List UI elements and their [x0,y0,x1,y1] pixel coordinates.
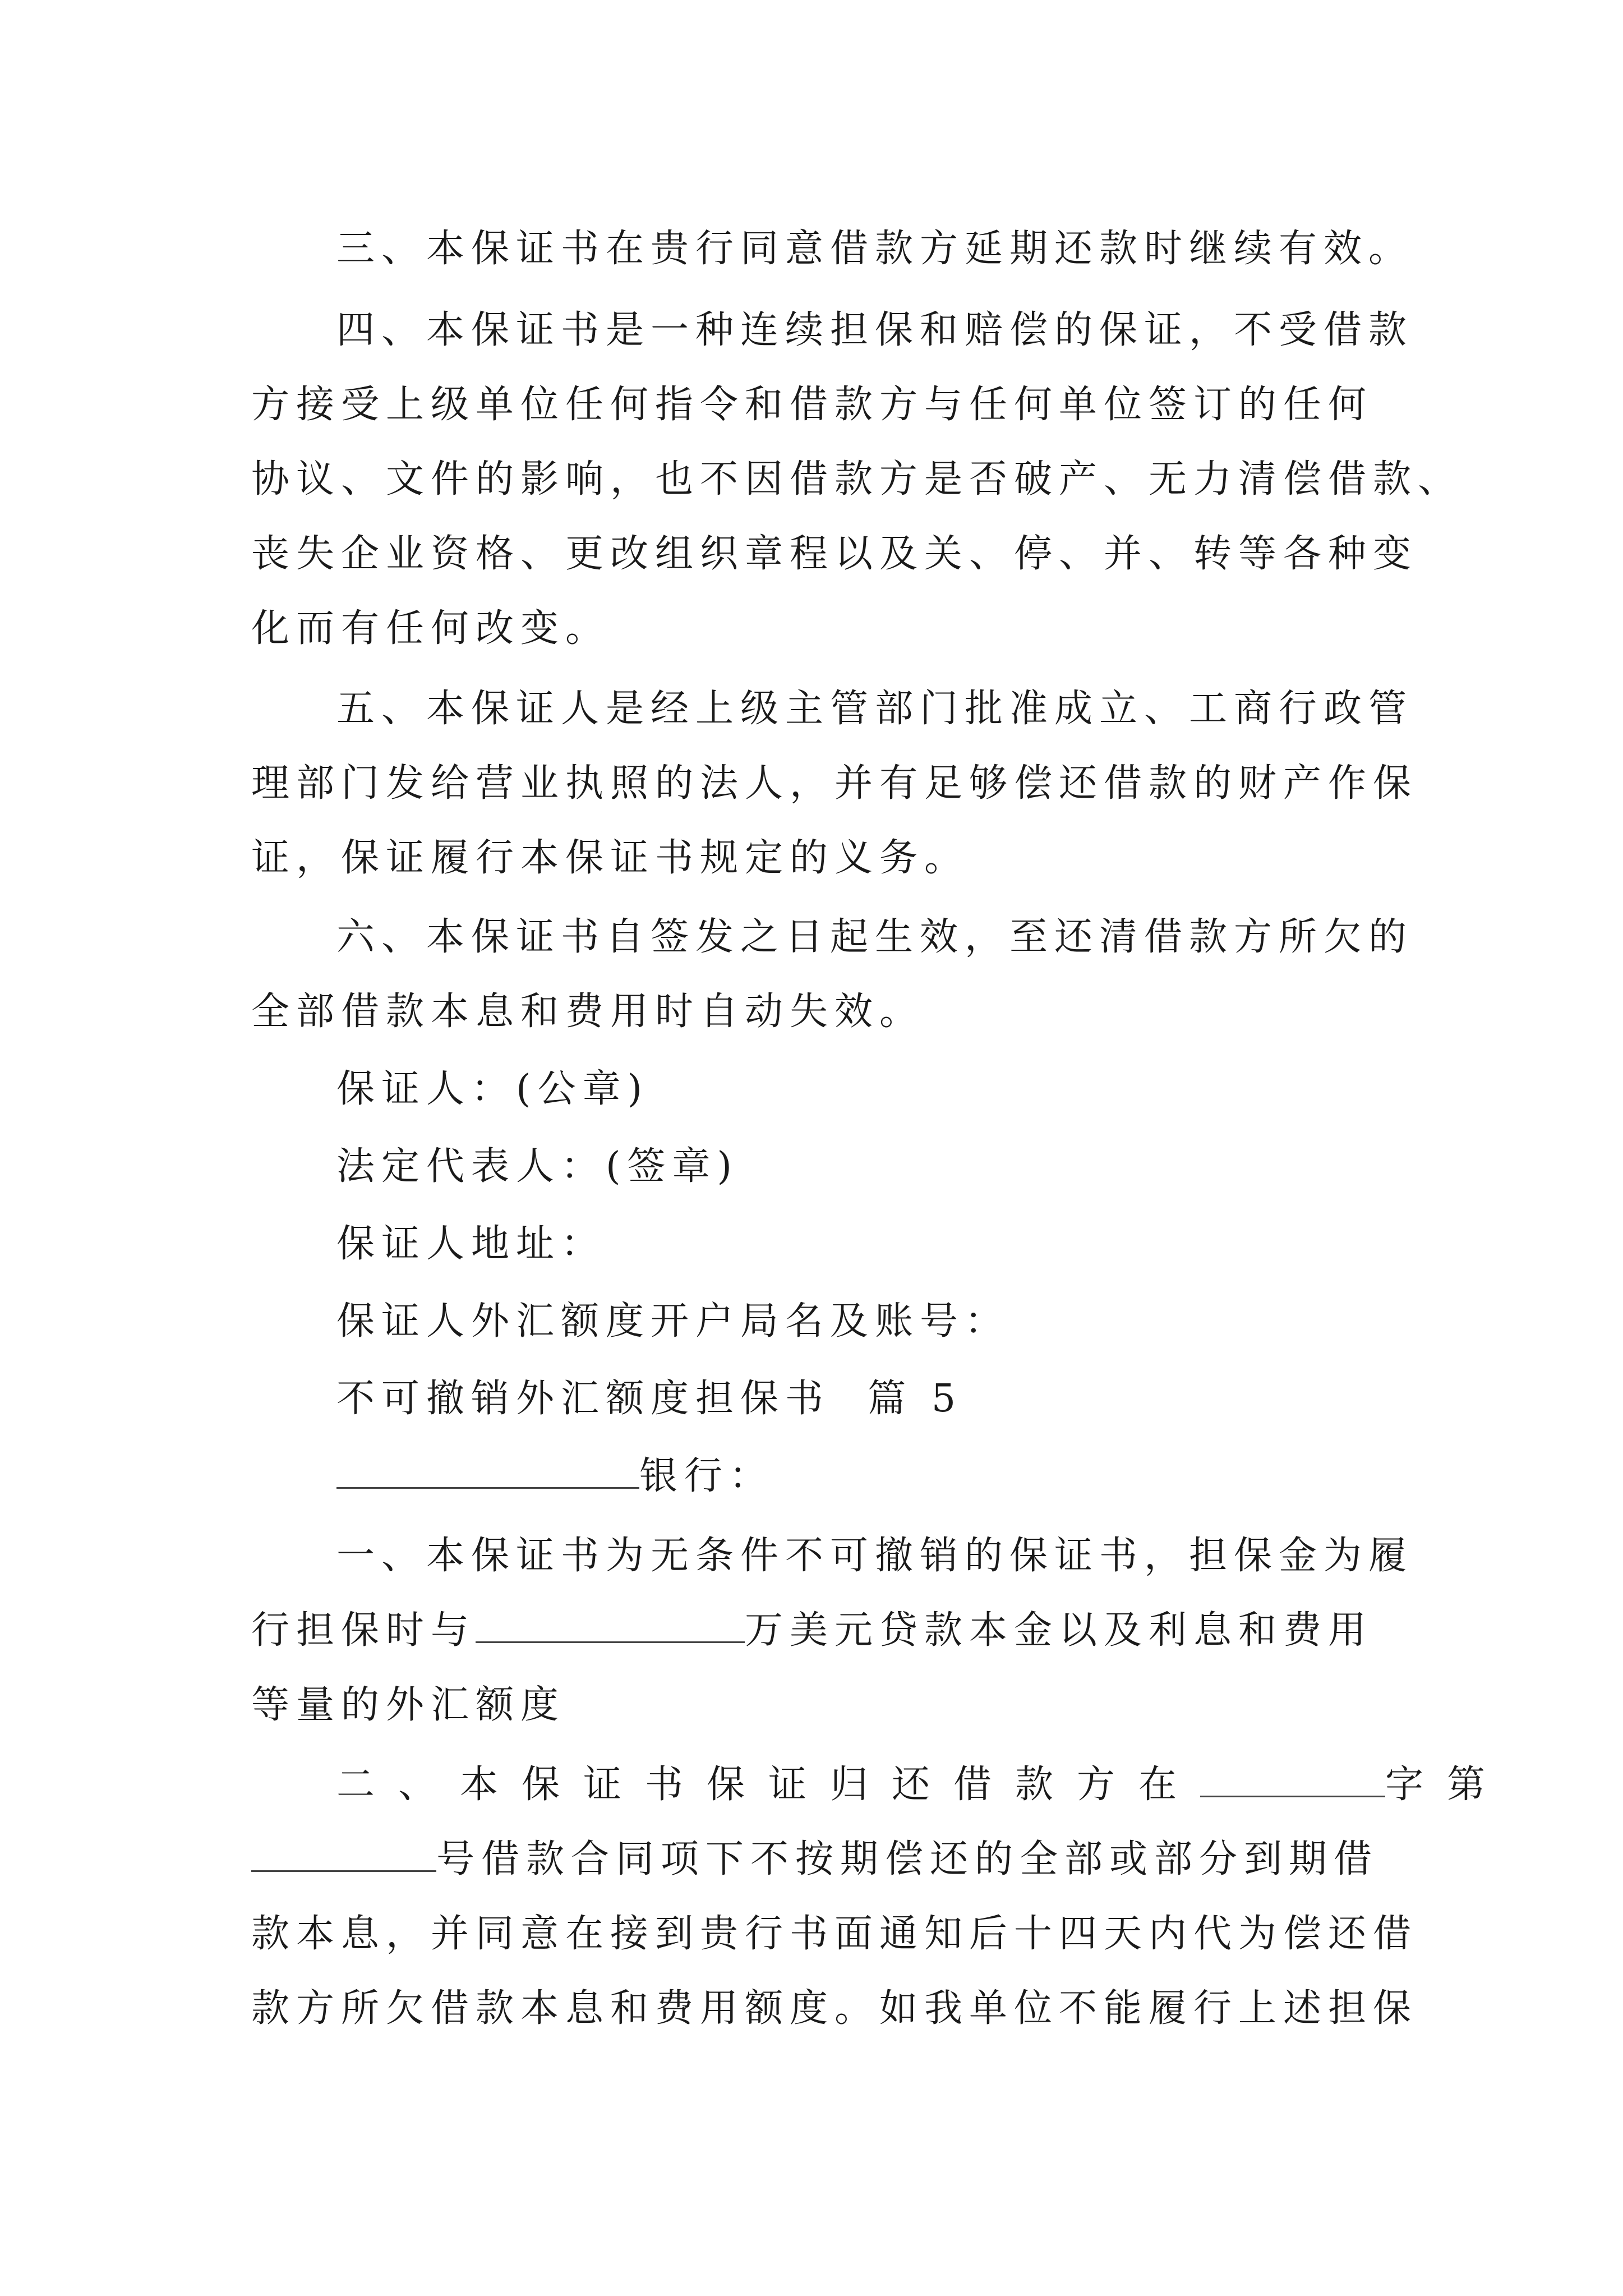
s1-line-1: 一、本保证书为无条件不可撤销的保证书，担保金为履 [336,1534,1414,1578]
clause-4-line-4: 丧失企业资格、更改组织章程以及关、停、并、转等各种变 [251,532,1418,576]
s2-line-1-end: 字第 [1385,1763,1509,1807]
legal-rep-label: 法定代表人：(签章) [336,1144,739,1189]
guarantor-account-label: 保证人外汇额度开户局名及账号： [336,1299,1010,1343]
clause-5-line-3: 证，保证履行本保证书规定的义务。 [251,836,970,880]
clause-4-line-2: 方接受上级单位任何指令和借款方与任何单位签订的任何 [251,383,1373,427]
usd-amount-blank [476,1608,745,1643]
clause-4-line-5: 化而有任何改变。 [251,606,611,651]
clause-3: 三、本保证书在贵行同意借款方延期还款时继续有效。 [336,227,1414,271]
s2-line-4: 款方所欠借款本息和费用额度。如我单位不能履行上述担保 [251,1986,1418,2031]
contract-number-blank [251,1837,436,1872]
bank-name-blank [336,1453,639,1489]
s1-line-3: 等量的外汇额度 [251,1683,566,1727]
guarantor-seal-label: 保证人：(公章) [336,1067,649,1111]
clause-6-line-2: 全部借款本息和费用时自动失效。 [251,990,925,1034]
guarantor-address-label: 保证人地址： [336,1222,606,1266]
s1-line-2-start: 行担保时与 [251,1608,476,1653]
clause-5-line-1: 五、本保证人是经上级主管部门批准成立、工商行政管 [336,687,1414,731]
clause-6-line-1: 六、本保证书自签发之日起生效，至还清借款方所欠的 [336,915,1414,959]
section-title: 不可撤销外汇额度担保书 篇 5 [336,1377,963,1421]
clause-4-line-3: 协议、文件的影响，也不因借款方是否破产、无力清偿借款、 [251,457,1463,501]
bank-addressee [336,1435,774,1518]
s2-line-1 [336,1743,1509,1826]
s2-line-2-text: 号借款合同项下不按期偿还的全部或部分到期借 [436,1837,1379,1881]
contract-prefix-blank [1200,1762,1385,1797]
s2-line-1-start: 二、本保证书保证归还借款方在 [336,1763,1201,1807]
bank-suffix: 银行： [639,1454,774,1498]
s2-line-3: 款本息，并同意在接到贵行书面通知后十四天内代为偿还借 [251,1912,1418,1956]
clause-4-line-1: 四、本保证书是一种连续担保和赔偿的保证，不受借款 [336,308,1414,352]
s1-line-2-end: 万美元贷款本金以及利息和费用 [745,1608,1373,1653]
clause-5-line-2: 理部门发给营业执照的法人，并有足够偿还借款的财产作保 [251,761,1418,806]
s2-line-2 [251,1818,1378,1901]
s1-line-2 [251,1589,1373,1672]
